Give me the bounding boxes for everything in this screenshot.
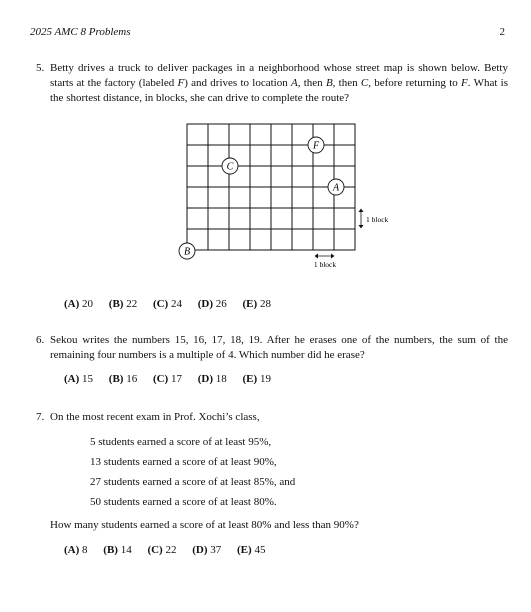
problem-7-choices xyxy=(64,544,278,556)
list-item: 5 students earned a score of at least 95%, xyxy=(90,436,272,448)
location-c-marker xyxy=(222,158,238,174)
page-number: 2 xyxy=(499,26,505,38)
page-header xyxy=(30,26,505,40)
problem-6 xyxy=(36,333,508,363)
choice-e[interactable]: (E) 19 xyxy=(242,373,271,385)
choice-c[interactable]: (C) 17 xyxy=(152,373,182,385)
score-list xyxy=(90,435,295,515)
problem-5-choices xyxy=(64,298,284,310)
problem-number: 7. xyxy=(36,411,45,423)
problem-intro: On the most recent exam in Prof. Xochi’s class, xyxy=(50,411,260,423)
choice-c[interactable]: (C) 24 xyxy=(152,298,182,310)
list-item: 13 students earned a score of at least 90%, xyxy=(90,456,277,468)
choice-d[interactable]: (D) 18 xyxy=(197,373,227,385)
choice-d[interactable]: (D) 26 xyxy=(197,298,227,310)
list-item: 27 students earned a score of at least 85%, and xyxy=(90,476,296,488)
problem-7-question xyxy=(50,518,508,533)
choice-e[interactable]: (E) 28 xyxy=(242,298,271,310)
contest-title: 2025 AMC 8 Problems xyxy=(30,26,131,38)
problem-6-choices xyxy=(64,373,284,385)
choice-b[interactable]: (B) 22 xyxy=(108,298,138,310)
street-map-figure xyxy=(170,116,410,276)
choice-a[interactable]: (A) 20 xyxy=(64,298,94,310)
problem-5 xyxy=(36,61,508,106)
problem-question: How many students earned a score of at least 80% and less than 90%? xyxy=(50,519,359,531)
list-item: 50 students earned a score of at least 80%. xyxy=(90,496,277,508)
horizontal-scale-label: 1 block xyxy=(313,260,337,269)
location-f-label: F xyxy=(312,140,320,152)
choice-d[interactable]: (D) 37 xyxy=(192,544,222,556)
choice-b[interactable]: (B) 14 xyxy=(103,544,132,556)
location-a-marker xyxy=(328,179,344,195)
choice-a[interactable]: (A) 15 xyxy=(64,373,94,385)
problem-text: Betty drives a truck to deliver packages in a neighborhood whose street map is shown below. Betty starts at the factory (labeled F) and drives to location A, then B, then C, before returning to F. What is the shortest distance, in blocks, she can drive to complete the route? xyxy=(50,62,508,104)
vertical-scale-arrow xyxy=(359,209,364,229)
location-b-label: B xyxy=(183,246,191,258)
problem-number: 5. xyxy=(36,62,45,74)
problem-number: 6. xyxy=(36,334,45,346)
location-f-marker xyxy=(308,137,324,153)
problem-text: Sekou writes the numbers 15, 16, 17, 18, 19. After he erases one of the numbers, the sum of the remaining four numbers is a multiple of 4. Which number did he erase? xyxy=(50,334,508,361)
location-c-label: C xyxy=(226,161,234,173)
location-a-label: A xyxy=(332,182,340,194)
vertical-scale-label: 1 block xyxy=(366,215,389,224)
choice-e[interactable]: (E) 45 xyxy=(237,544,266,556)
choice-c[interactable]: (C) 22 xyxy=(147,544,177,556)
location-b-marker xyxy=(179,243,195,259)
problem-7 xyxy=(36,410,508,425)
choice-a[interactable]: (A) 8 xyxy=(64,544,88,556)
choice-b[interactable]: (B) 16 xyxy=(108,373,138,385)
horizontal-scale-arrow xyxy=(315,254,335,259)
